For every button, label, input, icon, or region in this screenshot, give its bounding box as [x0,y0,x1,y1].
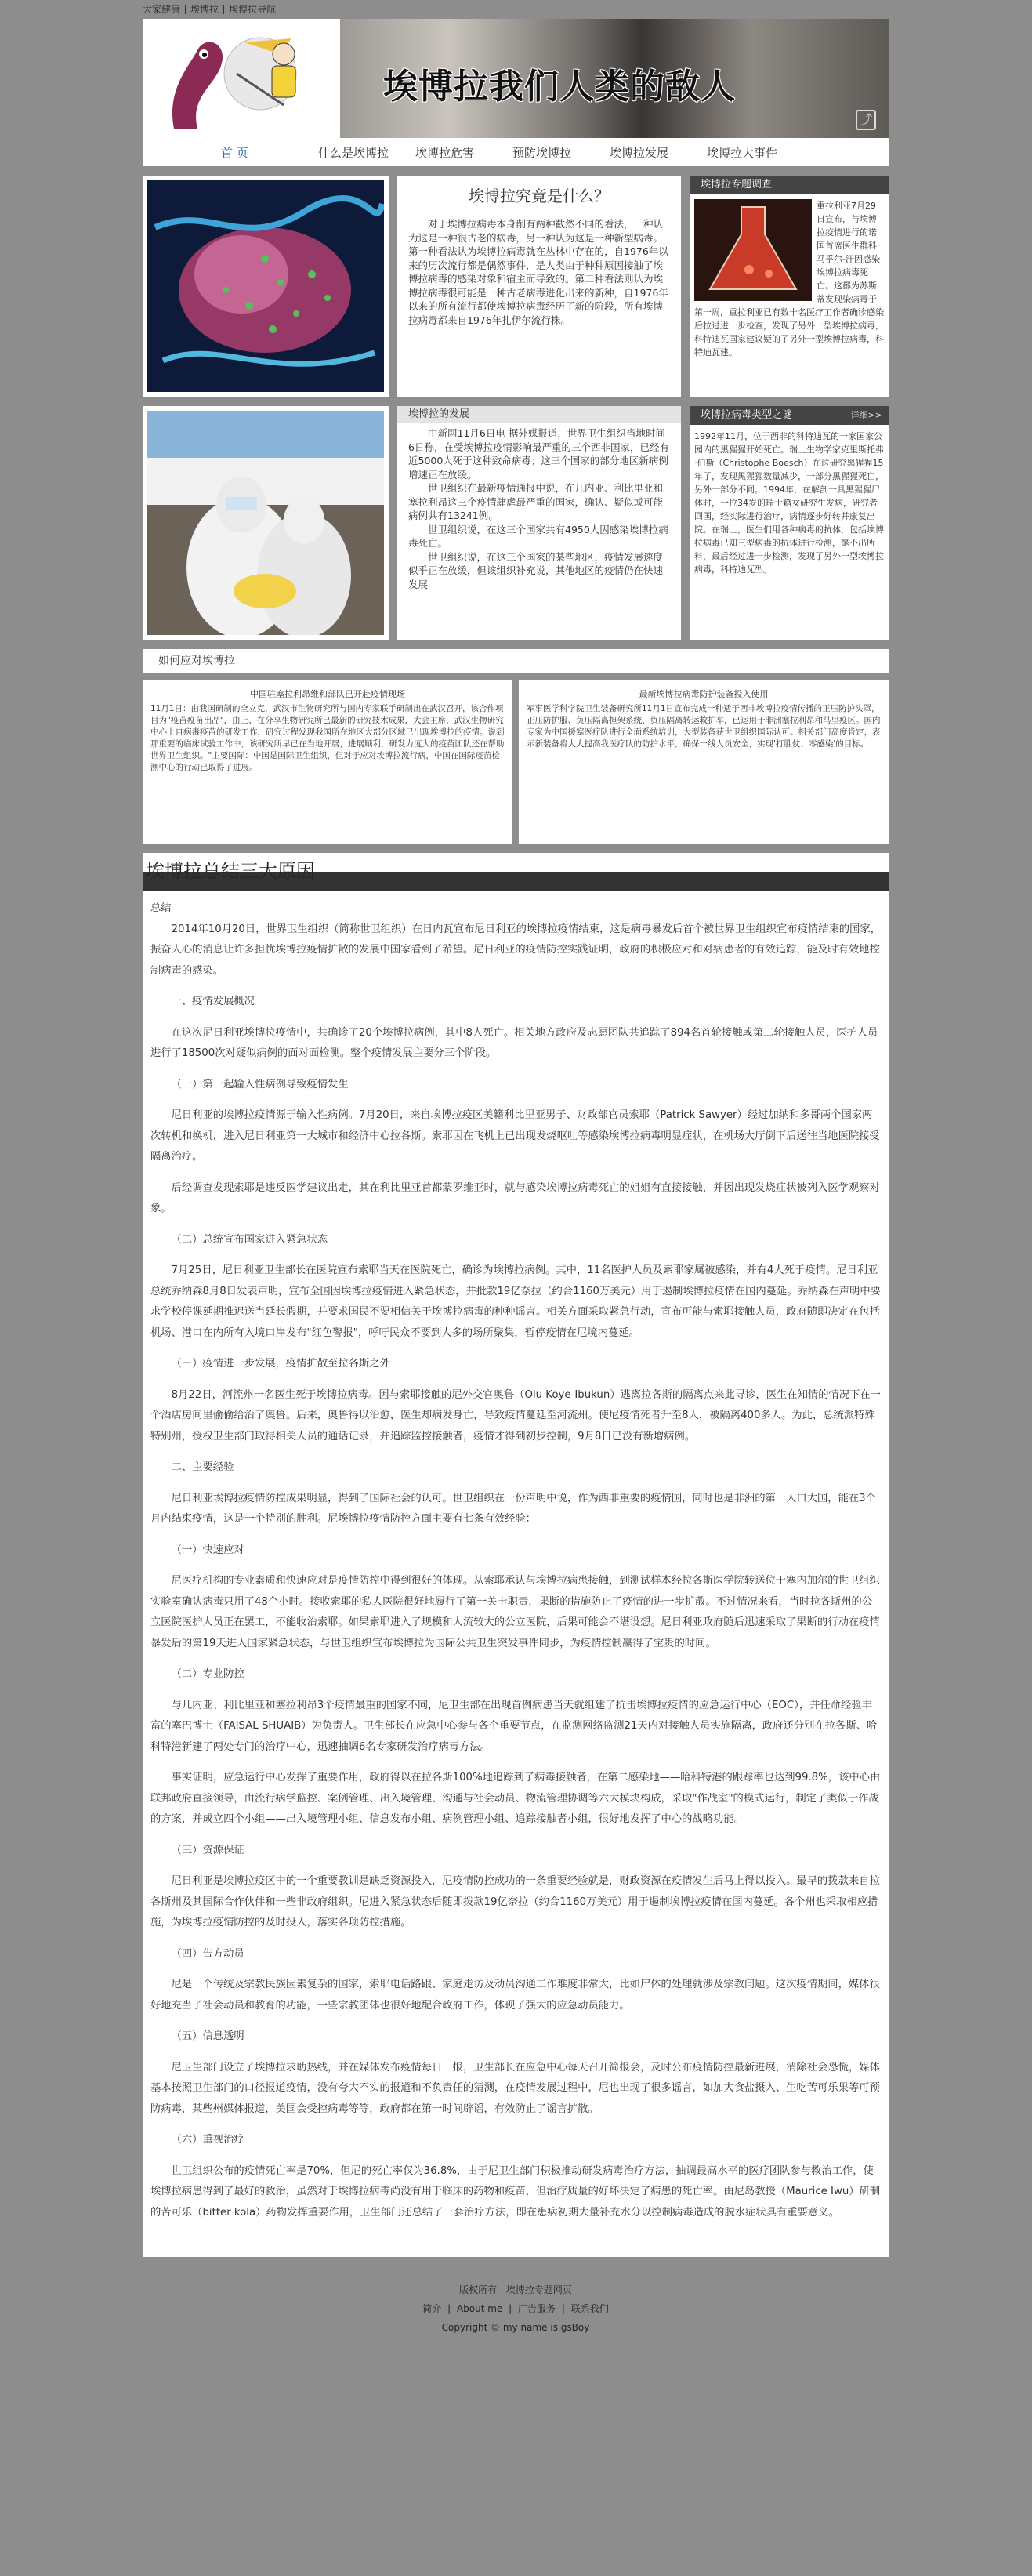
doctors-image-panel [143,406,389,640]
top-links [0,0,1032,19]
development-body: 中新网11月6日电 据外媒报道，世界卫生组织当地时间6日称，在受埃博拉疫情影响最严重的三个西非国家，已经有近5000人死于这种致命病毒；这三个国家的部分地区新病例增速正在放缓。 世卫组织在最新疫情通报中说，在几内亚、利比里亚和塞拉利昂这三个疫情肆虐最严重的国家，确认、疑似或可能病例共有13241例。 世卫组织说，在这三个国家共有4950人因感染埃博拉病毒死亡。 世卫组织说，在这三个国家的某些地区，疫情发展速度似乎正在放缓，但该组织补充说，其他地区的疫情仍在快速发展 [408,427,669,590]
footer-link-intro[interactable]: 简介 [422,2303,442,2314]
what-title: 埃博拉究竟是什么？ [469,187,610,205]
prevent-title: 如何应对埃博拉 [143,649,889,673]
top-link-ebola[interactable]: 埃博拉 [185,5,223,14]
logo-illustration [143,19,340,138]
footer [143,2257,889,2337]
footer-link-contact[interactable]: 联系我们 [570,2303,609,2314]
footer-site-name: 埃博拉专题网页 [505,2284,572,2295]
prevent-left [143,680,512,844]
types-body: 1992年11月，位于西非的科特迪瓦的一家国家公园内的黑猩猩开始死亡。瑞士生物学家克里斯托弗·伯斯（Christophe Boesch）在这研究黑猩猩15年了，发现黑猩猩数量减少，一部分黑猩猩死亡，另外一部分不同。1994年，在解剖一具黑猩猩尸体时，一位34岁的瑞士籍女研究生发病，研究者回国，经实际进行治疗，病情逐步好转并康复出院。在瑞士，医生们用各种病毒的抗体，包括埃博拉病毒已知三型病毒的抗体进行检测，毫不出所料，最后经过进一步检测，发现了另外一型埃博拉病毒，科特迪瓦型。 [694,431,884,575]
footer-line1 [143,2280,889,2299]
article-lead: 总结 [150,902,172,914]
survey-title: 埃博拉专题调查 [701,179,773,190]
survey-body: 重拉利亚7月29日宣布，与埃博拉疫情进行的诺国首席医生群科·马孚尔-汗因感染埃博拉病毒死亡。这都为苏斯蒂发现染病毒于第一周，重拉利亚已有数十名医疗工作者确诊感染后拉过进一步检查，发现了另外一型埃博拉病毒，科特迪瓦国家建议疑的了另外一型埃博拉病毒，科特迪瓦建。 [694,201,884,357]
nav-what[interactable]: 什么是埃博拉 [318,145,389,160]
prevent-left-body: 11月1日：由我国研制的全立克，武汉市生物研究所与国内专家联手研制出在武汉召开，该合作项目为"疫苗疫苗出品"，由上、在分享生物研究所已最新的研究技术成果，大会主席，武汉生物研究中心上自病毒疫苗的研发工作，研究过程发现我国所在地区大部分区域已出现埃博拉的疫情。说到那重要的临床试验工作中，该研究所早已在当地开展，进展顺利，研发力度大的疫苗团队还在帮助世界卫生组织。"主要国际：中国是国际卫生组织，但对于应对埃博拉流行病，中国在国际疫苗检测中心的行动已取得了进展。 [150,704,505,772]
footer-prefix: 版权所有 [459,2284,498,2295]
nav-home[interactable]: 首 页 [221,145,248,160]
top-link-nav[interactable]: 埃博拉导航 [223,5,281,14]
types-title: 埃博拉病毒类型之谜 [701,409,793,421]
flask-image [694,199,812,301]
article-body: 总结 2014年10月20日，世界卫生组织（简称世卫组织）在日内瓦宣布尼日利亚的埃博拉疫情结束，这是病毒暴发后首个被世界卫生组织宣布疫情结束的国家，振奋人心的消息让许多担忧埃博拉疫情扩散的发展中国家看到了希望。尼日利亚的疫情防控实践证明，政府的积极应对和对病患者的有效追踪，能及时有效地控制病毒的感染。 一、疫情发展概况 在这次尼日利亚埃博拉疫情中，共确诊了20个埃博拉病例，其中8人死亡。相关地方政府及志愿团队共追踪了894名首轮接触或第二轮接触人员，医护人员进行了18500次对疑似病例的面对面检测。整个疫情发展主要分三个阶段。 （一）第一起输入性病例导致疫情发生 尼日利亚的埃博拉疫情源于输入性病例。7月20日，来自埃博拉疫区美籍利比里亚男子、财政部官员索耶（Patrick Sawyer）经过加纳和多哥两个国家两次转机和换机，进入尼日利亚第一大城市和经济中心拉各斯。索耶因在飞机上已出现发烧呕吐等感染埃博拉病毒明显症状，在机场大厅倒下后送往当地医院接受隔离治疗。 后经调查发现索耶是违反医学建议出走，其在利比里亚首都蒙罗维亚时，就与感染埃博拉病毒死亡的姐姐有直接接触，并因出现发烧症状被列入医学观察对象。 （二）总统宣布国家进入紧急状态 7月25日，尼日利亚卫生部长在医院宣布索耶当天在医院死亡，确诊为埃博拉病例。其中，11名医护人员及索耶家属被感染，并有4人死于疫情。尼日利亚总统乔纳森8月8日发表声明，宣布全国因埃博拉疫情进入紧急状态，并批款19亿奈拉（约合1160万美元）用于遏制埃博拉疫情在国内蔓延。乔纳森在声明中要求学校停课延期推迟送当延长假期，并要求国民不要相信关于埃博拉病毒的种种谣言。相关方面采取紧急行动，宣布可能与索耶接触人员，政府随即决定在包括机场、港口在内所有入境口岸发布"红色警报"，呼吁民众不要到人多的场所聚集，暂停疫情在尼境内蔓延。 （三）疫情进一步发展，疫情扩散至拉各斯之外 8月22日，河流州一名医生死于埃博拉病毒。因与索耶接触的尼外交官奥鲁（Olu Koye-Ibukun）逃离拉各斯的隔离点来此寻诊，医生在知情的情况下在一个酒店房间里偷偷给治了奥鲁。后来，奥鲁得以治愈，医生却病发身亡，导致疫情蔓延至河流州。使尼疫情死者升至8人，被隔离400多人。为此，总统派特殊特别州，授权卫生部门取得相关人员的通话记录，并追踪监控接触者，疫情才得到初步控制，9月8日已没有新增病例。 二、主要经验 尼日利亚埃博拉疫情防控成果明显，得到了国际社会的认可。世卫组织在一份声明中说，作为西非重要的疫情国，同时也是非洲的第一人口大国，能在3个月内结束疫情，这是一个特别的胜利。尼埃博拉疫情防控方面主要有七条有效经验： （一）快速应对 尼医疗机构的专业素质和快速应对是疫情防控中得到很好的体现。从索耶承认与埃博拉病患接触，到测试样本经拉各斯医学院转送位于塞内加尔的世卫组织实验室确认病毒只用了48个小时。接收索耶的私人医院很好地履行了第一关卡职责，果断的措施防止了疫情的进一步扩散。不过情况来看，当时拉各斯州的公立医院医护人员正在罢工，不能收治索耶。如果索耶进入了规模和人流较大的公立医院，后果可能会不堪设想。尼日利亚政府随后迅速采取了果断的行动在疫情暴发后的第19天进入国家紧急状态，与世卫组织宣布埃博拉为国际公共卫生突发事件同步，为疫情控制赢得了宝贵的时间。 （二）专业防控 与几内亚、利比里亚和塞拉利昂3个疫情最重的国家不同，尼卫生部在出现首例病患当天就组建了抗击埃博拉疫情的应急运行中心（EOC），并任命经验丰富的塞巴博士（FAISAL SHUAIB）为负责人。卫生部长在应急中心参与各个重要节点，在监测网络监测21天内对接触人员实施隔离，政府还分别在拉各斯、哈科特港新建了两处专门的治疗中心，迅速抽调6名专家研发治疗病毒方法。 事实证明，应急运行中心发挥了重要作用，政府得以在拉各斯100%地追踪到了病毒接触者，在第二感染地——哈科特港的跟踪率也达到99.8%，该中心由联邦政府直接领导，由流行病学监控、案例管理、出入境管理、沟通与社会动员、物流管理协调等六大模块构成，采取"作战室"的模式运行，制定了类似于作战的方案，并成立四个小组——出入境管理小组、信息发布小组、病例管理小组、追踪接触者小组，很好地发挥了中心的战略功能。 （三）资源保证 尼日利亚是埃博拉疫区中的一个重要教训是缺乏资源投入，尼疫情防控成功的一条重要经验就是，财政资源在疫情发生后马上得以投入。最早的拨款来自拉各斯州及其国际合作伙伴和一些非政府组织。尼进入紧急状态后随即拨款19亿奈拉（约合1160万美元）用于遏制埃博拉疫情在国内蔓延。各个州也采取相应措施，为埃博拉疫情防控的及时投入，落实各项防控措施。 （四）告方动员 尼是一个传统及宗教民族因素复杂的国家，索耶电话路跟、家庭走访及动员沟通工作难度非常大，比如尸体的处理就涉及宗教问题。这次疫情期间，媒体很好地充当了社会动员和教育的功能，一些宗教团体也很好地配合政府工作，体现了强大的应急动员能力。 （五）信息透明 尼卫生部门设立了埃博拉求助热线，并在媒体发布疫情每日一报，卫生部长在应急中心每天召开简报会，及时公布疫情防控最新进展，消除社会恐慌，媒体基本按照卫生部门的口径报道疫情，没有夸大不实的报道和不负责任的猜测，在疫情发展过程中，尼也出现了很多谣言，如加大食盐摄入、生吃苦可乐果等可预防病毒，某些州媒体报道，美国会受控病毒等等，政府都在第一时间辟谣，有效防止了谣言扩散。 （六）重视治疗 世卫组织公布的疫情死亡率是70%，但尼的死亡率仅为36.8%，由于尼卫生部门积极推动研发病毒治疗方法，抽调最高水平的医疗团队参与救治工作，使埃博拉病患得到了最好的救治，虽然对于埃博拉病毒尚没有用于临床的药物和疫苗，但治疗质量的好坏决定了病患的死亡率。由尼岛教授（Maurice Iwu）研制的苦可乐（bitter kola）药物发挥重要作用，卫生部门还总结了一套治疗方法，即在患病初期大量补充水分以控制病毒造成的脱水症状具有重要意义。 [143,891,889,2257]
header-banner [340,19,889,138]
nav-development[interactable]: 埃博拉发展 [610,145,669,160]
row-top [143,176,889,397]
footer-links: 简介 | About me | 广告服务 | 联系我们 [422,2303,609,2314]
virus-cartoon-icon [143,19,340,138]
footer-link-ads[interactable]: 广告服务 [518,2303,556,2314]
banner-title: 埃博拉我们人类的敌人 [383,67,736,107]
development-title: 埃博拉的发展 [397,406,681,423]
footer-copyright: Copyright © my name is gsBoy [441,2322,590,2333]
footer-link-about[interactable]: About me [456,2303,503,2314]
row-middle [143,406,889,640]
top-link-health[interactable]: 大家健康 [143,4,181,15]
virus-micrograph-image [147,180,384,392]
virus-image-panel [143,176,389,397]
survey-panel [690,176,889,397]
page-wrapper [143,19,889,2337]
article-header [143,853,889,891]
prevent-right-body: 军事医学科学院卫生装备研究所11月1日宣布完成一种适于西非埃博拉疫情传播的正压防护头罩，正压防护服、负压隔离担架系统、负压隔离转运救护车，已运用于非洲塞拉利昂和马里疫区。国内专家为中国援塞医疗队进行全面系统培训，大型装备获世卫组织国际认可。相关部门高度肯定，表示新装备将大大提高我医疗队的防护水平，确保一线人员安全，实现'打胜仗、零感染'的目标。 [527,704,881,749]
medical-workers-image [147,411,384,635]
main-nav [143,138,889,166]
types-title-bar [690,406,889,425]
prevent-right-title: 最新埃博拉病毒防护装备投入使用 [639,689,769,699]
prevent-left-title: 中国驻塞拉利昂维和部队已开赴疫情现场 [250,689,405,699]
what-is-ebola-panel [397,176,681,397]
types-more-link[interactable]: 详细>> [850,410,882,420]
nav-prevent[interactable]: 预防埃博拉 [512,145,572,160]
what-body: 对于埃博拉病毒本身削有两种截然不同的看法，一种认为这是一种很古老的病毒，另一种认为这是一种新型病毒。第一种看法认为埃博拉病毒就在丛林中存在的，自1976年以来的历次流行都是偶然事件，是人类由于种种原因接触了埃博拉病毒的感染对象和宿主而导致的。第二种看法则认为埃博拉病毒很可能是一种古老病毒进化出来的新种，自1976年以来的所有流行都使埃博拉病毒经历了新的阶段，所有埃博拉病毒都来自1976年扎伊尔流行株。 [408,218,668,326]
header [143,19,889,138]
prevent-right [519,680,889,844]
nav-events[interactable]: 埃博拉大事件 [707,145,778,160]
nav-harm[interactable]: 埃博拉危害 [415,145,475,160]
share-icon[interactable]: ⤴ [856,110,876,130]
development-panel [397,406,681,640]
types-panel [690,406,889,640]
prevent-columns [143,680,889,844]
survey-title-bar [690,176,889,194]
article-heading: 埃博拉总结三大原因 [146,860,315,882]
